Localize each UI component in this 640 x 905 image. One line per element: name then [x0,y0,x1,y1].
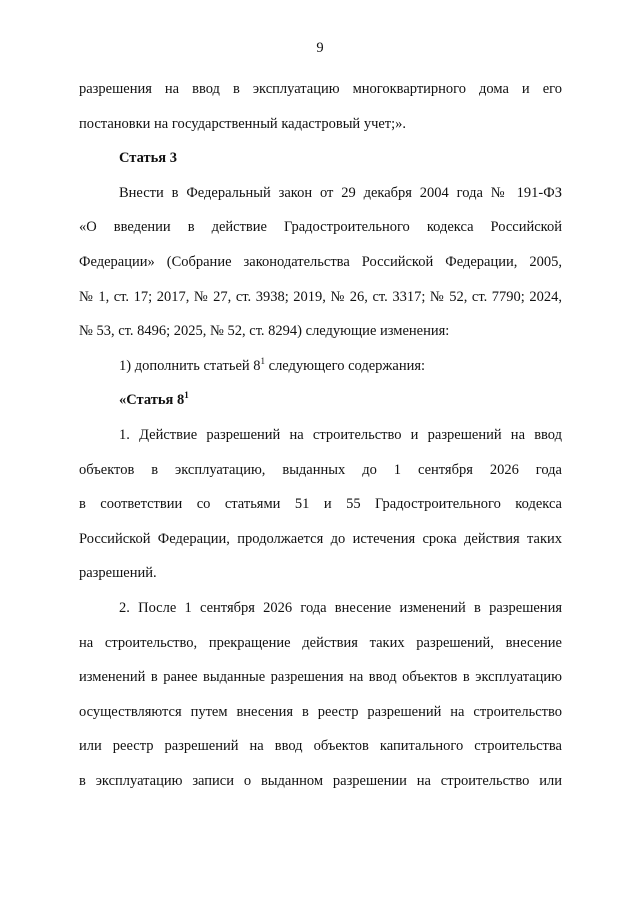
superscript: 1 [260,355,266,366]
text-line: разрешения на ввод в эксплуатацию многоквартирного дома и его [79,81,562,97]
item-1-text-end: следующего содержания: [265,357,426,374]
article-8-heading-text: «Статья 8 [119,392,185,409]
document-body [79,72,562,798]
text-line: разрешений. [79,565,157,582]
paragraph-1 [79,418,562,591]
article-3-heading: Статья 3 [119,150,177,167]
superscript: 1 [184,390,189,401]
text-line: 2. После 1 сентября 2026 года внесение изменений в разрешения [119,599,562,616]
text-line: Российской Федерации, продолжается до истечения срока действия таких [79,530,562,547]
intro-paragraph [79,72,562,141]
text-line: 1. Действие разрешений на строительство и разрешений на ввод [119,426,562,443]
item-1-text: 1) дополнить статьей 8 [119,357,261,374]
text-line: № 1, ст. 17; 2017, № 27, ст. 3938; 2019, № 26, ст. 3317; № 52, ст. 7790; 2024, [79,288,562,305]
paragraph-2 [79,591,562,799]
article-8-1-heading [79,383,562,418]
item-1 [79,349,562,384]
text-line: на строительство, прекращение действия таких разрешений, внесение [79,634,562,651]
text-line: или реестр разрешений на ввод объектов капитального строительства [79,738,562,755]
text-line: постановки на государственный кадастровый учет;». [79,115,407,132]
text-line: объектов в эксплуатацию, выданных до 1 сентября 2026 года [79,461,562,478]
text-line: Федерации» (Собрание законодательства Российской Федерации, 2005, [79,253,562,270]
text-line: Внести в Федеральный закон от 29 декабря 2004 года № 191-ФЗ [119,184,562,201]
text-line: осуществляются путем внесения в реестр разрешений на строительство [79,703,562,720]
text-line: № 53, ст. 8496; 2025, № 52, ст. 8294) следующие изменения: [79,323,450,340]
text-line: «О введении в действие Градостроительного кодекса Российской [79,219,562,236]
text-line: изменений в ранее выданные разрешения на ввод объектов в эксплуатацию [79,669,562,686]
text-line: в эксплуатацию записи о выданном разрешении на строительство или [79,772,562,789]
article-3-paragraph [79,176,562,349]
page-number: 9 [316,40,324,56]
text-line: в соответствии со статьями 51 и 55 Градостроительного кодекса [79,496,562,513]
